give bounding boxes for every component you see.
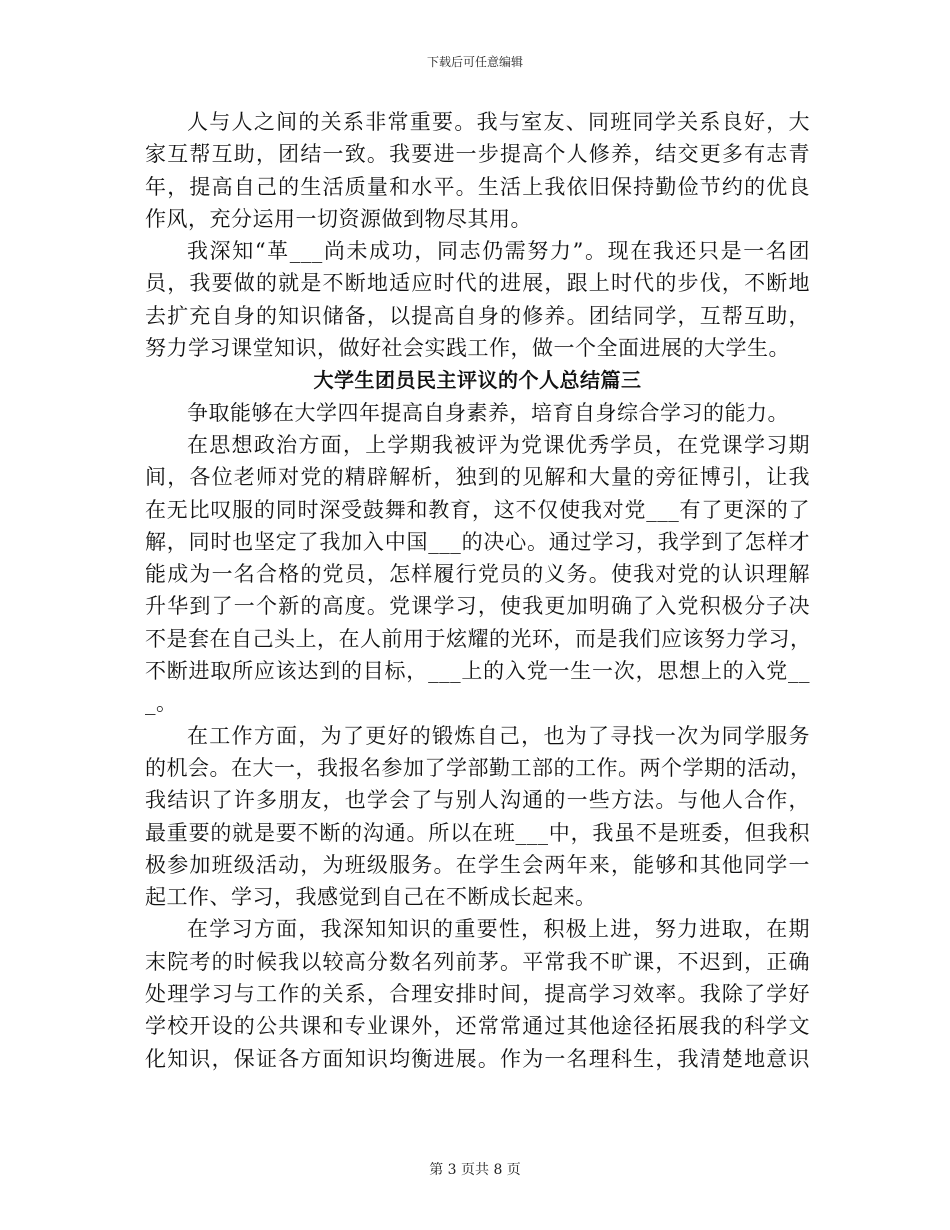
text-line: 升华到了一个新的高度。党课学习，使我更加明确了入党积极分子决 — [145, 594, 810, 619]
text-line: 作风，充分运用一切资源做到物尽其用。 — [145, 206, 532, 231]
text-line: 年，提高自己的生活质量和水平。生活上我依旧保持勤俭节约的优良 — [145, 174, 810, 199]
text-line: 争取能够在大学四年提高自身素养，培育自身综合学习的能力。 — [187, 400, 789, 425]
text-line: 在无比叹服的同时深受鼓舞和教育，这不仅使我对党___有了更深的了 — [145, 497, 810, 522]
text-line: 的机会。在大一，我报名参加了学部勤工部的工作。两个学期的活动， — [145, 755, 812, 780]
text-line: 化知识，保证各方面知识均衡进展。作为一名理科生，我清楚地意识 — [145, 1046, 810, 1071]
text-line: 员，我要做的就是不断地适应时代的进展，跟上时代的步伐，不断地 — [145, 271, 810, 296]
text-line: 解，同时也坚定了我加入中国___的决心。通过学习，我学到了怎样才 — [145, 529, 810, 554]
text-line: 末院考的时候我以较高分数名列前茅。平常我不旷课，不迟到，正确 — [145, 949, 810, 974]
text-line: 在工作方面，为了更好的锻炼自己，也为了寻找一次为同学服务 — [187, 723, 810, 748]
section-heading: 大学生团员民主评议的个人总结篇三 — [313, 368, 642, 393]
text-line: 在思想政治方面，上学期我被评为党课优秀学员，在党课学习期 — [187, 432, 810, 457]
text-line: 最重要的就是要不断的沟通。所以在班___中，我虽不是班委，但我积 — [145, 820, 810, 845]
text-line: 在学习方面，我深知知识的重要性，积极上进，努力进取，在期 — [187, 917, 810, 942]
text-line: 处理学习与工作的关系，合理安排时间，提高学习效率。我除了学好 — [145, 982, 810, 1007]
text-line: 去扩充自身的知识储备，以提高自身的修养。团结同学，互帮互助， — [145, 303, 810, 328]
text-line: 起工作、学习，我感觉到自己在不断成长起来。 — [145, 885, 597, 910]
document-body — [145, 106, 810, 1075]
text-line: _。 — [145, 691, 178, 716]
page-footer: 第 3 页共 8 页 — [429, 1162, 521, 1178]
text-line: 不是套在自己头上，在人前用于炫耀的光环，而是我们应该努力学习， — [145, 626, 812, 651]
text-line: 家互帮互助，团结一致。我要进一步提高个人修养，结交更多有志青 — [145, 142, 810, 167]
text-line: 不断进取所应该达到的目标，___上的入党一生一次，思想上的入党__ — [145, 659, 810, 684]
text-line: 能成为一名合格的党员，怎样履行党员的义务。使我对党的认识理解 — [145, 562, 810, 587]
text-line: 努力学习课堂知识，做好社会实践工作，做一个全面进展的大学生。 — [145, 336, 790, 361]
text-line: 我结识了许多朋友，也学会了与别人沟通的一些方法。与他人合作， — [145, 788, 810, 813]
text-line: 学校开设的公共课和专业课外，还常常通过其他途径拓展我的科学文 — [145, 1014, 810, 1039]
page-header: 下载后可任意编辑 — [426, 55, 523, 69]
text-line: 间，各位老师对党的精辟解析，独到的见解和大量的旁征博引，让我 — [145, 465, 810, 490]
text-line: 极参加班级活动，为班级服务。在学生会两年来，能够和其他同学一 — [145, 852, 810, 877]
text-line: 人与人之间的关系非常重要。我与室友、同班同学关系良好，大 — [187, 110, 810, 134]
text-line: 我深知“革___尚未成功，同志仍需努力”。现在我还只是一名团 — [187, 239, 810, 264]
